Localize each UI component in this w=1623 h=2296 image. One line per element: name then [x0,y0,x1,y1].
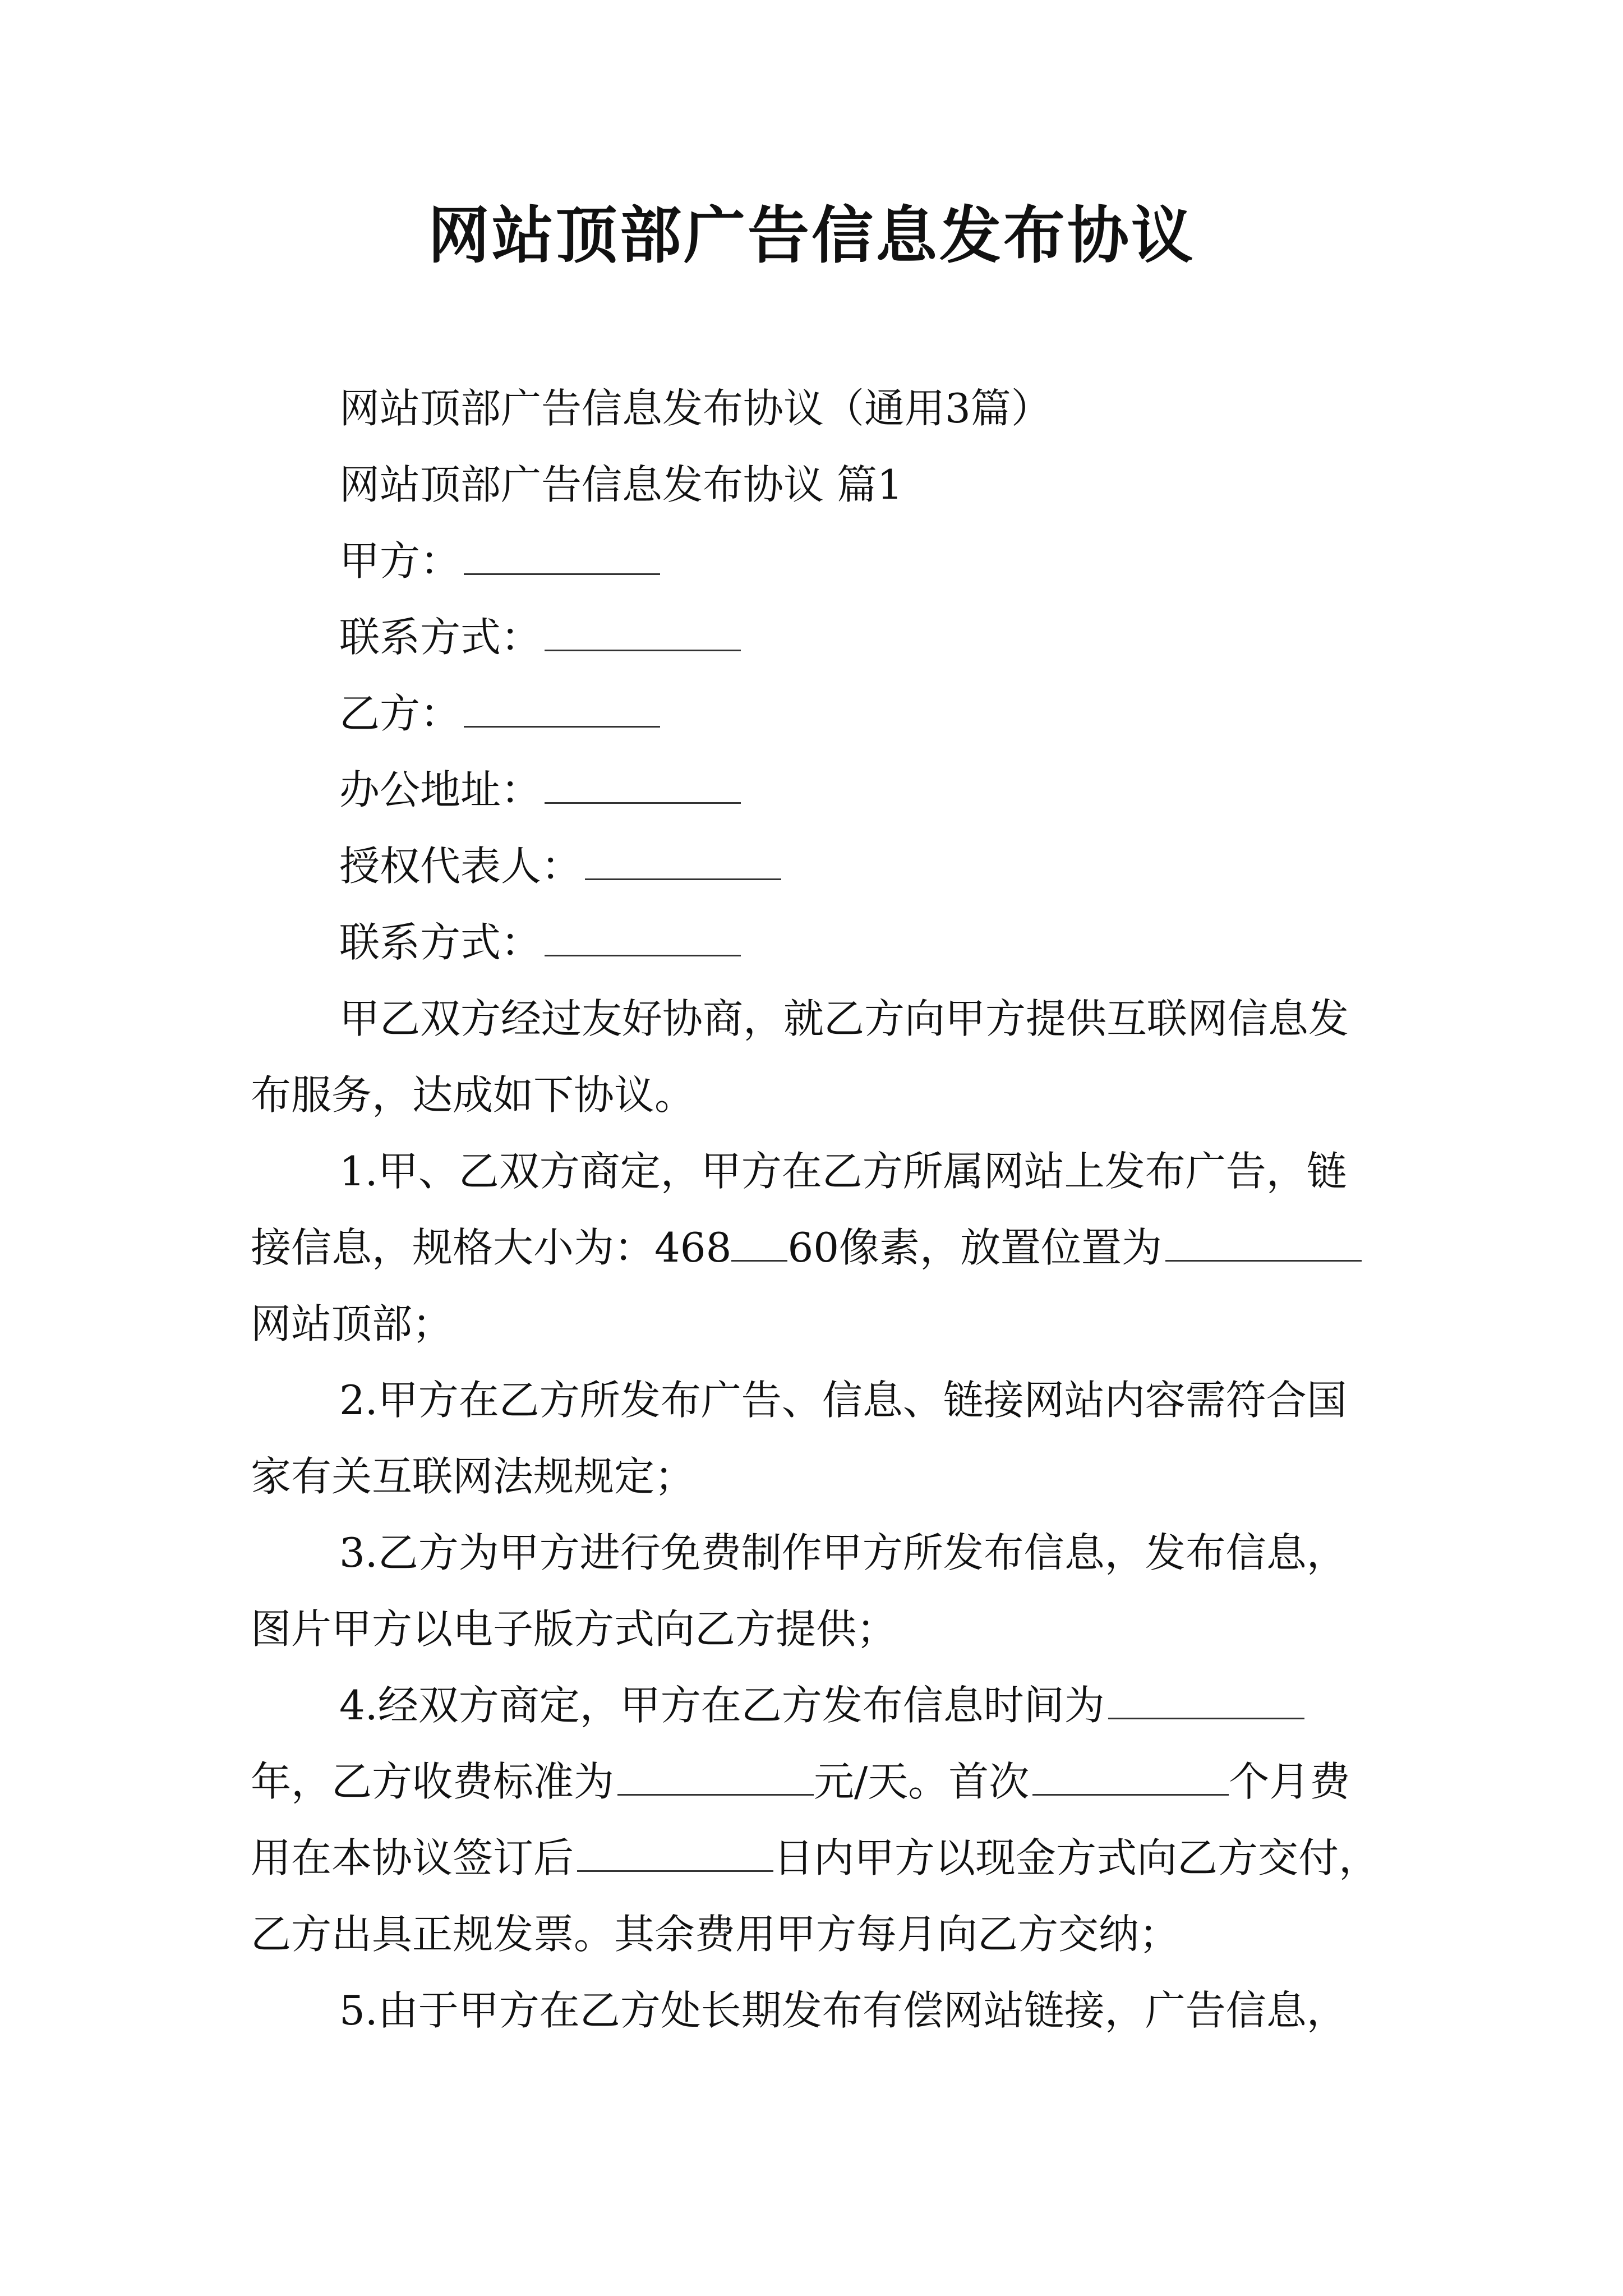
field-party-a [251,523,1381,599]
clause-text: 网站顶部； [251,1300,453,1347]
document-title: 网站顶部广告信息发布协议 [428,200,1195,272]
blank-line [1165,1226,1362,1262]
field-label: 授权代表人： [339,843,582,890]
blank-line [617,1760,814,1796]
clause-5: 5.由于甲方在乙方处长期发布有偿网站链接，广告信息， [339,1987,1347,2034]
clause-text: 年，乙方收费标准为 [251,1758,615,1805]
blank-line [464,692,660,728]
field-party-b [251,675,1381,752]
clause-4 [251,1667,1381,1972]
clause-text: 日内甲方以现金方式向乙方交付，乙方出具正规发票。其余费用甲方每月向乙方交纳； [251,1834,1380,1958]
clause-text: 1.甲、乙双方商定，甲方在乙方所属网站上发布广告，链接信息，规格大小为：468 [251,1148,1347,1271]
blank-line [545,921,741,956]
clause-text: 个月费用在本协议签订后 [251,1758,1350,1881]
field-label: 联系方式： [339,614,542,661]
field-label: 联系方式： [339,919,542,966]
section-heading: 网站顶部广告信息发布协议 篇1 [339,461,903,508]
clause-2: 2.甲方在乙方所发布广告、信息、链接网站内容需符合国家有关互联网法规规定； [251,1377,1347,1500]
document-body [251,370,1381,2049]
intro-paragraph: 甲乙双方经过友好协商，就乙方向甲方提供互联网信息发布服务，达成如下协议。 [251,995,1349,1119]
blank-line [585,845,781,880]
clause-text: 60像素，放置位置为 [787,1224,1163,1271]
blank-line [731,1226,787,1262]
field-label: 甲方： [339,537,461,585]
document-subtitle: 网站顶部广告信息发布协议（通用3篇） [339,385,1052,432]
field-authorized-rep [251,828,1381,904]
field-label: 办公地址： [339,766,542,813]
field-contact-b [251,904,1381,981]
clause-text: 元/天。首次 [814,1758,1030,1805]
blank-line [545,769,741,804]
field-label: 乙方： [339,690,461,737]
blank-line [577,1837,773,1872]
clause-3: 3.乙方为甲方进行免费制作甲方所发布信息，发布信息，图片甲方以电子版方式向乙方提供； [251,1529,1347,1653]
blank-line [1032,1760,1229,1796]
clause-1 [251,1133,1381,1362]
field-office-address [251,752,1381,828]
clause-text: 4.经双方商定，甲方在乙方发布信息时间为 [339,1682,1105,1729]
blank-line [545,616,741,651]
blank-line [464,540,660,575]
blank-line [1108,1684,1304,1719]
field-contact-a [251,599,1381,675]
